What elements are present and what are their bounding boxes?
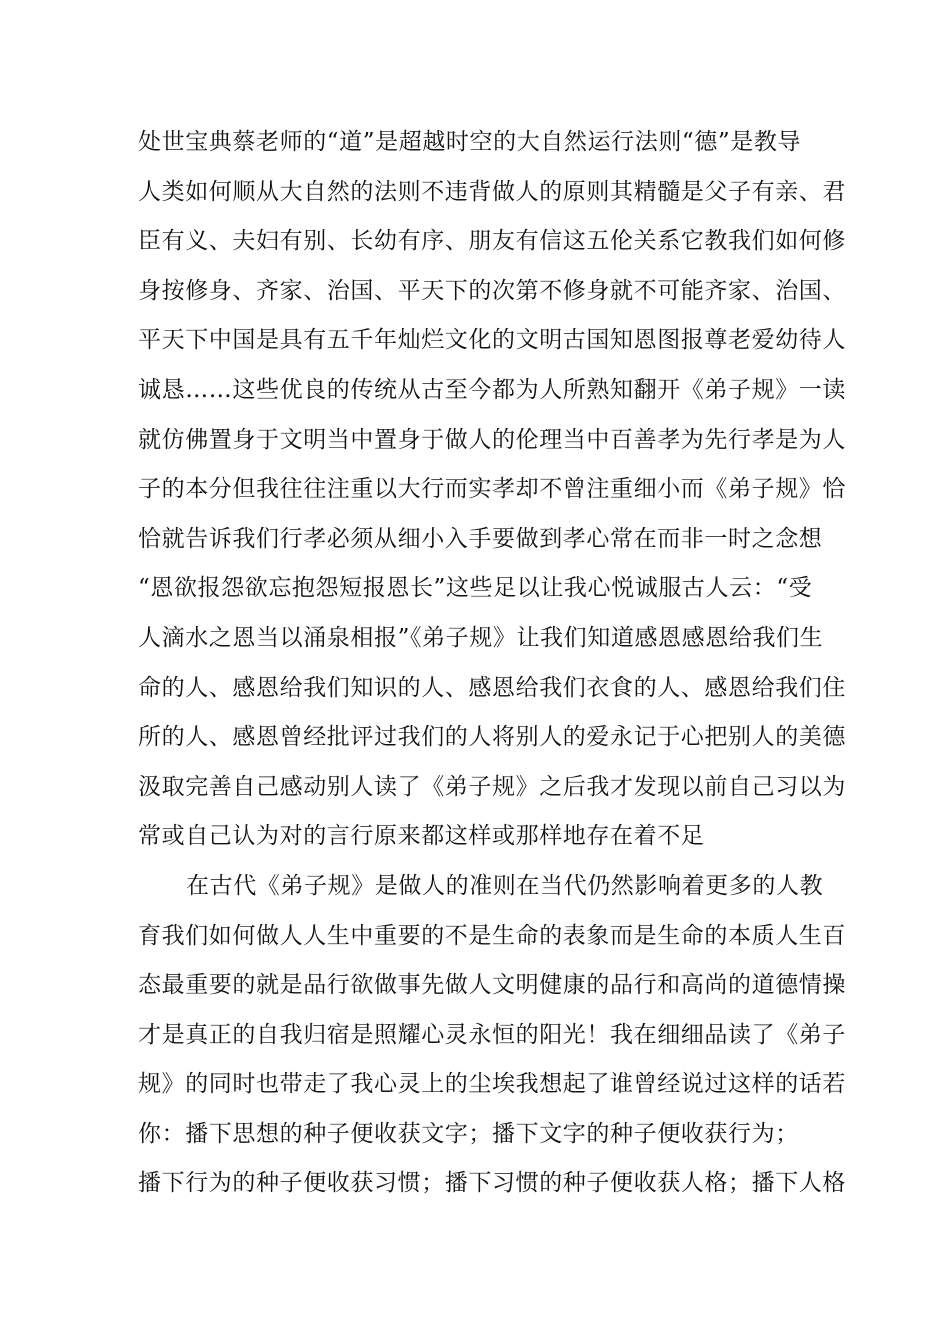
text-line: 处世宝典蔡老师的“道”是超越时空的大自然运行法则“德”是教导 — [138, 129, 802, 155]
text-line: 平天下中国是具有五千年灿烂文化的文明古国知恩图报尊老爱幼待人 — [138, 327, 846, 354]
text-line: 臣有义、夫妇有别、长幼有序、朋友有信这五伦关系它教我们如何修 — [138, 228, 846, 255]
text-line: 人类如何顺从大自然的法则不违背做人的原则其精髓是父子有亲、君 — [138, 178, 846, 205]
text-line: 恰就告诉我们行孝必须从细小入手要做到孝心常在而非一时之念想 — [138, 525, 823, 552]
text-line: 态最重要的就是品行欲做事先做人文明健康的品行和高尚的道德情操 — [138, 972, 846, 999]
text-line: 就仿佛置身于文明当中置身于做人的伦理当中百善孝为先行孝是为人 — [138, 426, 846, 453]
text-line: 诚恳……这些优良的传统从古至今都为人所熟知翻开《弟子规》一读 — [138, 376, 846, 403]
text-line: 身按修身、齐家、治国、平天下的次第不修身就不可能齐家、治国、 — [138, 277, 846, 304]
text-line: 汲取完善自己感动别人读了《弟子规》之后我才发现以前自己习以为 — [138, 773, 846, 800]
text-line: 命的人、感恩给我们知识的人、感恩给我们衣食的人、感恩给我们住 — [138, 674, 846, 701]
text-line: 育我们如何做人人生中重要的不是生命的表象而是生命的本质人生百 — [138, 922, 846, 949]
text-line: 规》的同时也带走了我心灵上的尘埃我想起了谁曾经说过这样的话若 — [138, 1071, 846, 1098]
text-line: 常或自己认为对的言行原来都这样或那样地存在着不足 — [138, 823, 705, 850]
text-line: 才是真正的自我归宿是照耀心灵永恒的阳光！我在细细品读了《弟子 — [138, 1021, 846, 1048]
text-line: 人滴水之恩当以涌泉相报”《弟子规》让我们知道感恩感恩给我们生 — [138, 624, 824, 651]
text-line: 所的人、感恩曾经批评过我们的人将别人的爱永记于心把别人的美德 — [138, 724, 846, 751]
paragraph-start-line: 在古代《弟子规》是做人的准则在当代仍然影响着更多的人教 — [186, 872, 824, 899]
text-line: 子的本分但我往往注重以大行而实孝却不曾注重细小而《弟子规》恰 — [138, 476, 846, 503]
text-line: 你：播下思想的种子便收获文字；播下文字的种子便收获行为； — [138, 1120, 799, 1147]
body-text — [138, 118, 846, 1209]
text-line: “恩欲报怨欲忘抱怨短报恩长”这些足以让我心悦诚服古人云：“受 — [138, 575, 813, 602]
text-line: 播下行为的种子便收获习惯；播下习惯的种子便收获人格；播下人格 — [138, 1170, 846, 1197]
